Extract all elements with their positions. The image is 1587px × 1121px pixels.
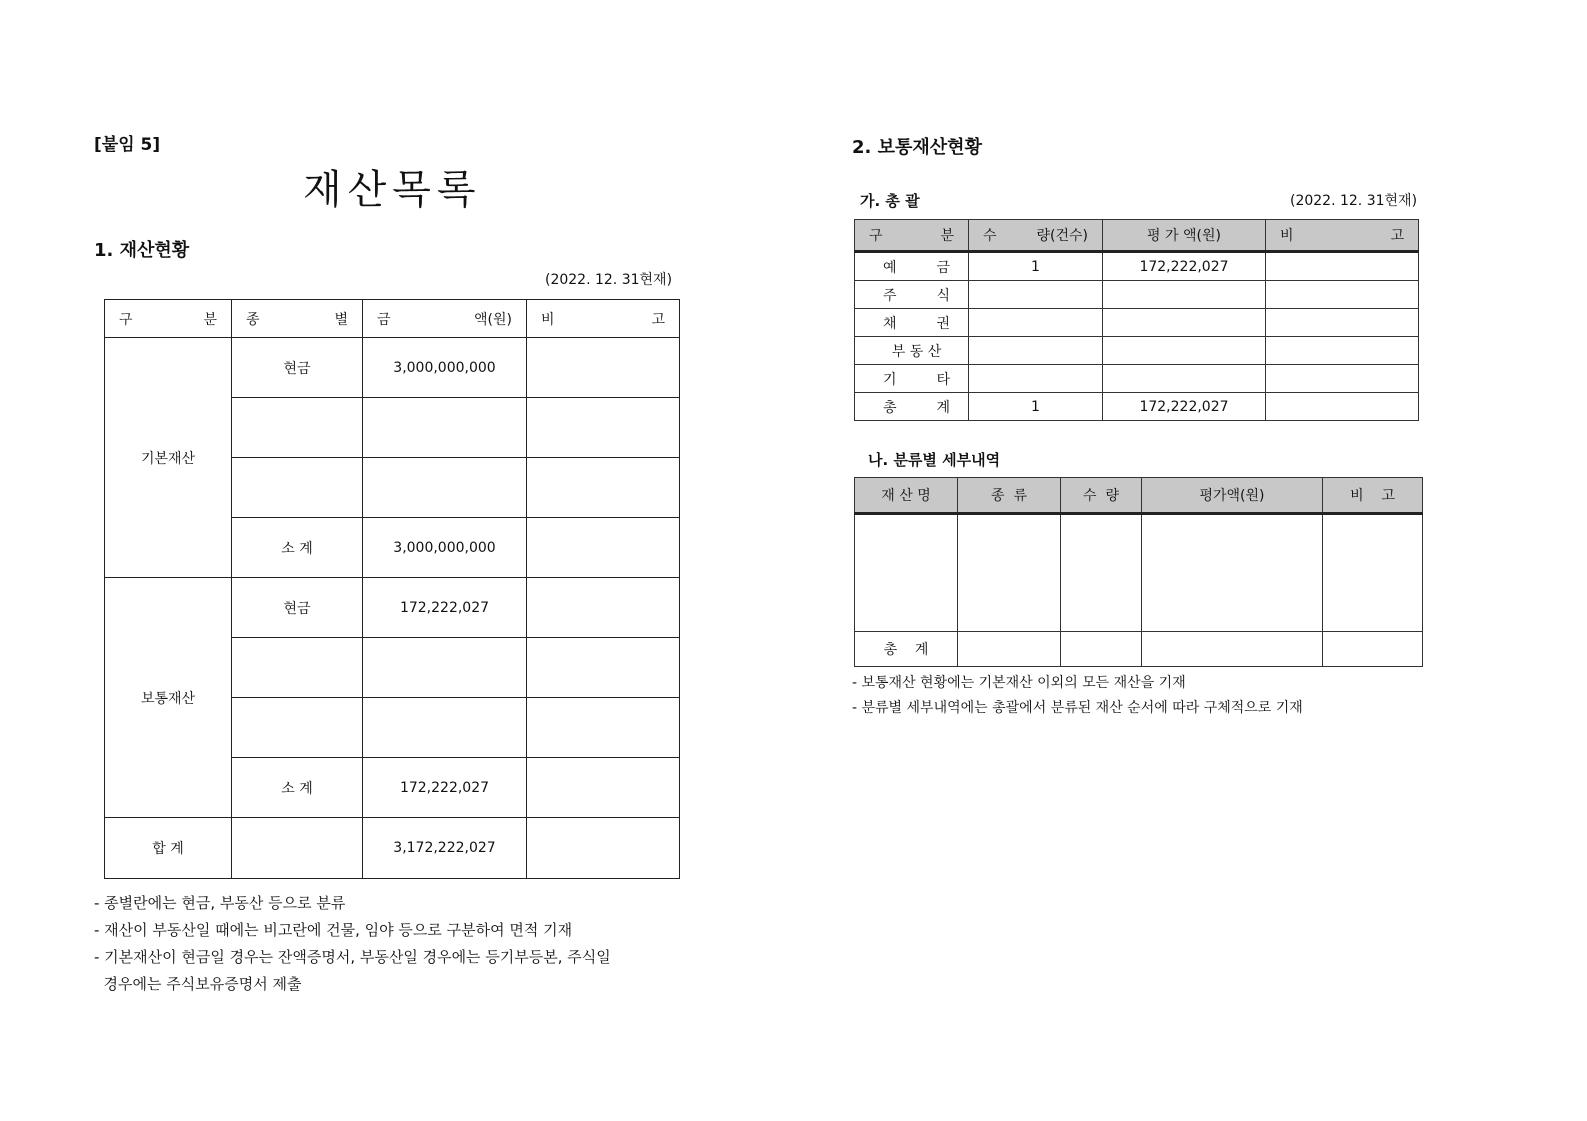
column-header: 종 류	[958, 478, 1061, 514]
group-label: 보통재산	[105, 578, 232, 818]
note-line: - 보통재산 현황에는 기본재산 이외의 모든 재산을 기재	[852, 675, 1186, 691]
section1-notes	[94, 890, 611, 998]
column-header: 재 산 명	[855, 478, 958, 514]
column-header: 수 량	[1061, 478, 1142, 514]
summary-table	[854, 219, 1419, 421]
category-cell	[855, 252, 969, 281]
detail-cell	[1323, 632, 1423, 667]
detail-cell	[1142, 514, 1323, 632]
category-cell	[855, 393, 969, 421]
section1-date: (2022. 12. 31현재)	[545, 272, 673, 288]
summary-date: (2022. 12. 31현재)	[1290, 193, 1418, 209]
amount-cell: 3,172,222,027	[363, 818, 527, 879]
note-line: - 종별란에는 현금, 부동산 등으로 분류	[94, 894, 346, 912]
header-row	[105, 300, 680, 338]
cell-text: 식	[936, 287, 950, 304]
remark-cell	[1266, 365, 1419, 393]
type-cell	[232, 458, 363, 518]
amount-cell	[363, 638, 527, 698]
remark-cell	[1266, 309, 1419, 337]
remark-cell	[527, 578, 680, 638]
cell-text: 별	[334, 311, 348, 328]
cell-text: 량(건수)	[1036, 228, 1088, 244]
cell-text: 비	[541, 311, 555, 328]
count-cell	[969, 309, 1103, 337]
amount-cell: 3,000,000,000	[363, 518, 527, 578]
value-cell: 172,222,027	[1103, 393, 1266, 421]
column-header	[969, 220, 1103, 252]
detail-cell	[1142, 632, 1323, 667]
cell-text: 고	[651, 311, 665, 328]
remark-cell	[527, 398, 680, 458]
cell-text: 수	[983, 228, 997, 244]
remark-cell	[527, 458, 680, 518]
cell-text: 구	[119, 311, 133, 328]
remark-cell	[527, 698, 680, 758]
detail-heading: 나. 분류별 세부내역	[868, 451, 1001, 469]
remark-cell	[527, 518, 680, 578]
count-cell	[969, 281, 1103, 309]
category-cell	[855, 309, 969, 337]
column-header	[363, 300, 527, 338]
remark-cell	[527, 818, 680, 879]
type-cell: 현금	[232, 578, 363, 638]
count-cell	[969, 365, 1103, 393]
section2-heading: 2. 보통재산현황	[852, 137, 982, 158]
amount-cell: 3,000,000,000	[363, 338, 527, 398]
cell-text: 종	[246, 311, 260, 328]
table-row	[855, 365, 1419, 393]
cell-text: 구	[869, 228, 883, 244]
note-line: - 재산이 부동산일 때에는 비고란에 건물, 임야 등으로 구분하여 면적 기재	[94, 921, 573, 939]
cell-text: 금	[936, 259, 950, 276]
type-cell: 소 계	[232, 518, 363, 578]
type-cell	[232, 698, 363, 758]
header-row	[855, 478, 1423, 514]
cell-text: 총	[883, 399, 897, 416]
remark-cell	[1266, 393, 1419, 421]
value-cell	[1103, 309, 1266, 337]
group-label: 기본재산	[105, 338, 232, 578]
count-cell	[969, 337, 1103, 365]
column-header	[855, 220, 969, 252]
detail-cell	[1323, 514, 1423, 632]
value-cell	[1103, 281, 1266, 309]
detail-table	[854, 477, 1423, 667]
cell-text: 타	[936, 371, 950, 388]
total-label: 총 계	[855, 632, 958, 667]
remark-cell	[527, 758, 680, 818]
type-cell: 현금	[232, 338, 363, 398]
detail-cell	[1061, 514, 1142, 632]
amount-cell: 172,222,027	[363, 578, 527, 638]
amount-cell	[363, 698, 527, 758]
cell-text: 기	[883, 371, 897, 388]
attachment-tag: [붙임 5]	[94, 135, 161, 155]
remark-cell	[527, 638, 680, 698]
type-cell: 소 계	[232, 758, 363, 818]
note-line: 경우에는 주식보유증명서 제출	[94, 975, 302, 993]
table-row	[105, 338, 680, 398]
table-row	[855, 281, 1419, 309]
remark-cell	[1266, 337, 1419, 365]
column-header	[1266, 220, 1419, 252]
cell-text: 예	[883, 259, 897, 276]
total-row	[105, 818, 680, 879]
cell-text: 비	[1280, 228, 1294, 244]
cell-text: 계	[936, 399, 950, 416]
cell-text: 분	[940, 228, 954, 244]
column-header	[105, 300, 232, 338]
cell-text: 분	[203, 311, 217, 328]
amount-cell	[363, 398, 527, 458]
column-header	[527, 300, 680, 338]
cell-text: 평 가 액(원)	[1147, 228, 1221, 244]
section2-notes	[852, 671, 1303, 721]
amount-cell	[363, 458, 527, 518]
cell-text: 부 동 산	[891, 343, 942, 360]
table-row	[855, 337, 1419, 365]
type-cell	[232, 398, 363, 458]
type-cell	[232, 818, 363, 879]
detail-cell	[1061, 632, 1142, 667]
category-cell	[855, 337, 969, 365]
remark-cell	[1266, 281, 1419, 309]
cell-text: 주	[883, 287, 897, 304]
detail-cell	[958, 632, 1061, 667]
note-line: - 분류별 세부내역에는 총괄에서 분류된 재산 순서에 따라 구체적으로 기재	[852, 700, 1303, 716]
category-cell	[855, 281, 969, 309]
remark-cell	[527, 338, 680, 398]
column-header	[232, 300, 363, 338]
table-row	[855, 252, 1419, 281]
table-row	[855, 309, 1419, 337]
total-label: 합 계	[105, 818, 232, 879]
detail-cell	[855, 514, 958, 632]
section1-heading: 1. 재산현황	[94, 240, 190, 261]
column-header: 비 고	[1323, 478, 1423, 514]
value-cell	[1103, 337, 1266, 365]
cell-text: 고	[1390, 228, 1404, 244]
column-header: 평가액(원)	[1142, 478, 1323, 514]
cell-text: 금	[377, 311, 391, 328]
cell-text: 액(원)	[474, 311, 512, 328]
value-cell	[1103, 365, 1266, 393]
total-row	[855, 632, 1423, 667]
value-cell: 172,222,027	[1103, 252, 1266, 281]
category-cell	[855, 365, 969, 393]
table-row	[855, 393, 1419, 421]
count-cell: 1	[969, 393, 1103, 421]
note-line: - 기본재산이 현금일 경우는 잔액증명서, 부동산일 경우에는 등기부등본, 주식일	[94, 948, 611, 966]
page-title: 재산목록	[303, 167, 482, 213]
remark-cell	[1266, 252, 1419, 281]
asset-status-table	[104, 299, 680, 879]
table-row	[855, 514, 1423, 632]
cell-text: 채	[883, 315, 897, 332]
summary-heading: 가. 총 괄	[860, 192, 920, 210]
detail-cell	[958, 514, 1061, 632]
column-header	[1103, 220, 1266, 252]
table-row	[105, 578, 680, 638]
header-row	[855, 220, 1419, 252]
amount-cell: 172,222,027	[363, 758, 527, 818]
type-cell	[232, 638, 363, 698]
count-cell: 1	[969, 252, 1103, 281]
cell-text: 권	[936, 315, 950, 332]
